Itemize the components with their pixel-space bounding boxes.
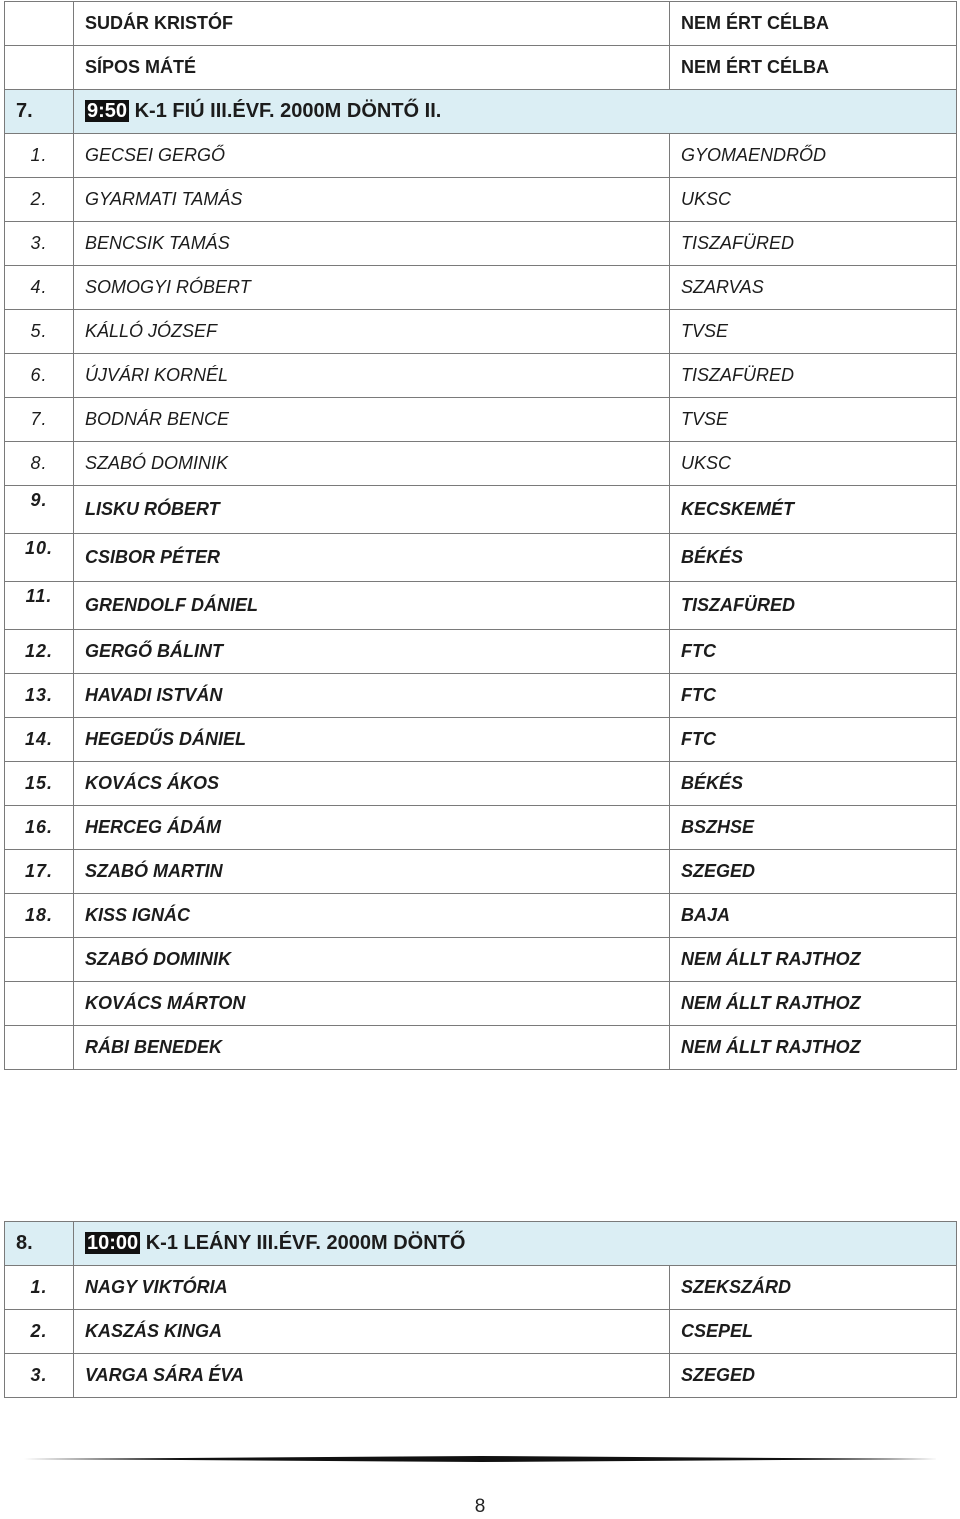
club-name: BSZHSE: [670, 806, 957, 850]
race-title-text: K-1 FIÚ III.ÉVF. 2000M DÖNTŐ II.: [129, 100, 442, 122]
table-row: [5, 806, 957, 850]
place-cell: 1.: [5, 134, 74, 178]
race-number: 7.: [5, 90, 74, 134]
table-row: [5, 718, 957, 762]
race-title: [74, 90, 957, 134]
competitor-name: GECSEI GERGŐ: [74, 134, 670, 178]
club-name: CSEPEL: [670, 1310, 957, 1354]
club-name: NEM ÁLLT RAJTHOZ: [670, 938, 957, 982]
club-name: BÉKÉS: [670, 534, 957, 582]
club-name: SZEGED: [670, 850, 957, 894]
table-row: [5, 582, 957, 630]
place-cell: 14.: [5, 718, 74, 762]
competitor-name: NAGY VIKTÓRIA: [74, 1266, 670, 1310]
place-cell: 7.: [5, 398, 74, 442]
competitor-name: BENCSIK TAMÁS: [74, 222, 670, 266]
competitor-name: KOVÁCS MÁRTON: [74, 982, 670, 1026]
place-cell: 4.: [5, 266, 74, 310]
table-row: [5, 674, 957, 718]
table-row: [5, 534, 957, 582]
club-name: KECSKEMÉT: [670, 486, 957, 534]
club-name: TISZAFÜRED: [670, 222, 957, 266]
club-name: FTC: [670, 718, 957, 762]
race-time-badge: 10:00: [87, 1232, 139, 1254]
club-name: FTC: [670, 630, 957, 674]
club-name: UKSC: [670, 178, 957, 222]
competitor-name: SZABÓ DOMINIK: [74, 442, 670, 486]
club-name: SZEKSZÁRD: [670, 1266, 957, 1310]
table-row: [5, 1354, 957, 1398]
table-row: [5, 398, 957, 442]
club-name: NEM ÉRT CÉLBA: [670, 46, 957, 90]
race-header-row: [5, 1222, 957, 1266]
place-cell: 13.: [5, 674, 74, 718]
table-row: [5, 310, 957, 354]
table-row: [5, 938, 957, 982]
place-cell: [5, 2, 74, 46]
place-cell: 2.: [5, 178, 74, 222]
place-cell: 10.: [5, 534, 74, 582]
competitor-name: RÁBI BENEDEK: [74, 1026, 670, 1070]
competitor-name: GERGŐ BÁLINT: [74, 630, 670, 674]
table-row: [5, 630, 957, 674]
table-row: [5, 222, 957, 266]
table-row: [5, 46, 957, 90]
table-row: [5, 1310, 957, 1354]
club-name: TISZAFÜRED: [670, 582, 957, 630]
competitor-name: HAVADI ISTVÁN: [74, 674, 670, 718]
place-cell: 15.: [5, 762, 74, 806]
club-name: BÉKÉS: [670, 762, 957, 806]
competitor-name: LISKU RÓBERT: [74, 486, 670, 534]
table-row: [5, 442, 957, 486]
table-row: [5, 850, 957, 894]
competitor-name: ÚJVÁRI KORNÉL: [74, 354, 670, 398]
competitor-name: GYARMATI TAMÁS: [74, 178, 670, 222]
place-cell: 3.: [5, 222, 74, 266]
table-row: [5, 486, 957, 534]
place-cell: [5, 982, 74, 1026]
competitor-name: CSIBOR PÉTER: [74, 534, 670, 582]
club-name: TVSE: [670, 398, 957, 442]
club-name: TVSE: [670, 310, 957, 354]
place-cell: [5, 938, 74, 982]
competitor-name: SZABÓ MARTIN: [74, 850, 670, 894]
table-row: [5, 894, 957, 938]
footer-divider: [24, 1456, 938, 1462]
table-row: [5, 134, 957, 178]
place-cell: 17.: [5, 850, 74, 894]
club-name: NEM ÁLLT RAJTHOZ: [670, 1026, 957, 1070]
table-row: [5, 1266, 957, 1310]
table-row: [5, 178, 957, 222]
table-row: [5, 1026, 957, 1070]
competitor-name: KASZÁS KINGA: [74, 1310, 670, 1354]
club-name: NEM ÁLLT RAJTHOZ: [670, 982, 957, 1026]
place-cell: [5, 46, 74, 90]
place-cell: 2.: [5, 1310, 74, 1354]
place-cell: 6.: [5, 354, 74, 398]
competitor-name: BODNÁR BENCE: [74, 398, 670, 442]
table-row: [5, 982, 957, 1026]
club-name: TISZAFÜRED: [670, 354, 957, 398]
competitor-name: HERCEG ÁDÁM: [74, 806, 670, 850]
page-number: 8: [474, 1496, 486, 1517]
competitor-name: VARGA SÁRA ÉVA: [74, 1354, 670, 1398]
competitor-name: KÁLLÓ JÓZSEF: [74, 310, 670, 354]
place-cell: 12.: [5, 630, 74, 674]
race-time-badge: 9:50: [87, 100, 128, 122]
results-table-race-8: [4, 1221, 957, 1398]
table-row: [5, 354, 957, 398]
place-cell: 8.: [5, 442, 74, 486]
race-title-text: K-1 LEÁNY III.ÉVF. 2000M DÖNTŐ: [140, 1232, 466, 1254]
club-name: SZEGED: [670, 1354, 957, 1398]
competitor-name: SUDÁR KRISTÓF: [74, 2, 670, 46]
place-cell: 9.: [5, 486, 74, 534]
club-name: SZARVAS: [670, 266, 957, 310]
club-name: UKSC: [670, 442, 957, 486]
race-header-row: [5, 90, 957, 134]
club-name: FTC: [670, 674, 957, 718]
place-cell: 1.: [5, 1266, 74, 1310]
place-cell: 11.: [5, 582, 74, 630]
competitor-name: GRENDOLF DÁNIEL: [74, 582, 670, 630]
table-row: [5, 266, 957, 310]
competitor-name: SZABÓ DOMINIK: [74, 938, 670, 982]
results-table-race-7: [4, 1, 957, 1070]
competitor-name: SÍPOS MÁTÉ: [74, 46, 670, 90]
race-number: 8.: [5, 1222, 74, 1266]
place-cell: 16.: [5, 806, 74, 850]
table-row: [5, 762, 957, 806]
place-cell: 3.: [5, 1354, 74, 1398]
place-cell: 5.: [5, 310, 74, 354]
competitor-name: SOMOGYI RÓBERT: [74, 266, 670, 310]
competitor-name: KOVÁCS ÁKOS: [74, 762, 670, 806]
place-cell: [5, 1026, 74, 1070]
competitor-name: HEGEDŰS DÁNIEL: [74, 718, 670, 762]
club-name: BAJA: [670, 894, 957, 938]
place-cell: 18.: [5, 894, 74, 938]
table-row: [5, 2, 957, 46]
race-title: [74, 1222, 957, 1266]
club-name: NEM ÉRT CÉLBA: [670, 2, 957, 46]
competitor-name: KISS IGNÁC: [74, 894, 670, 938]
club-name: GYOMAENDRŐD: [670, 134, 957, 178]
